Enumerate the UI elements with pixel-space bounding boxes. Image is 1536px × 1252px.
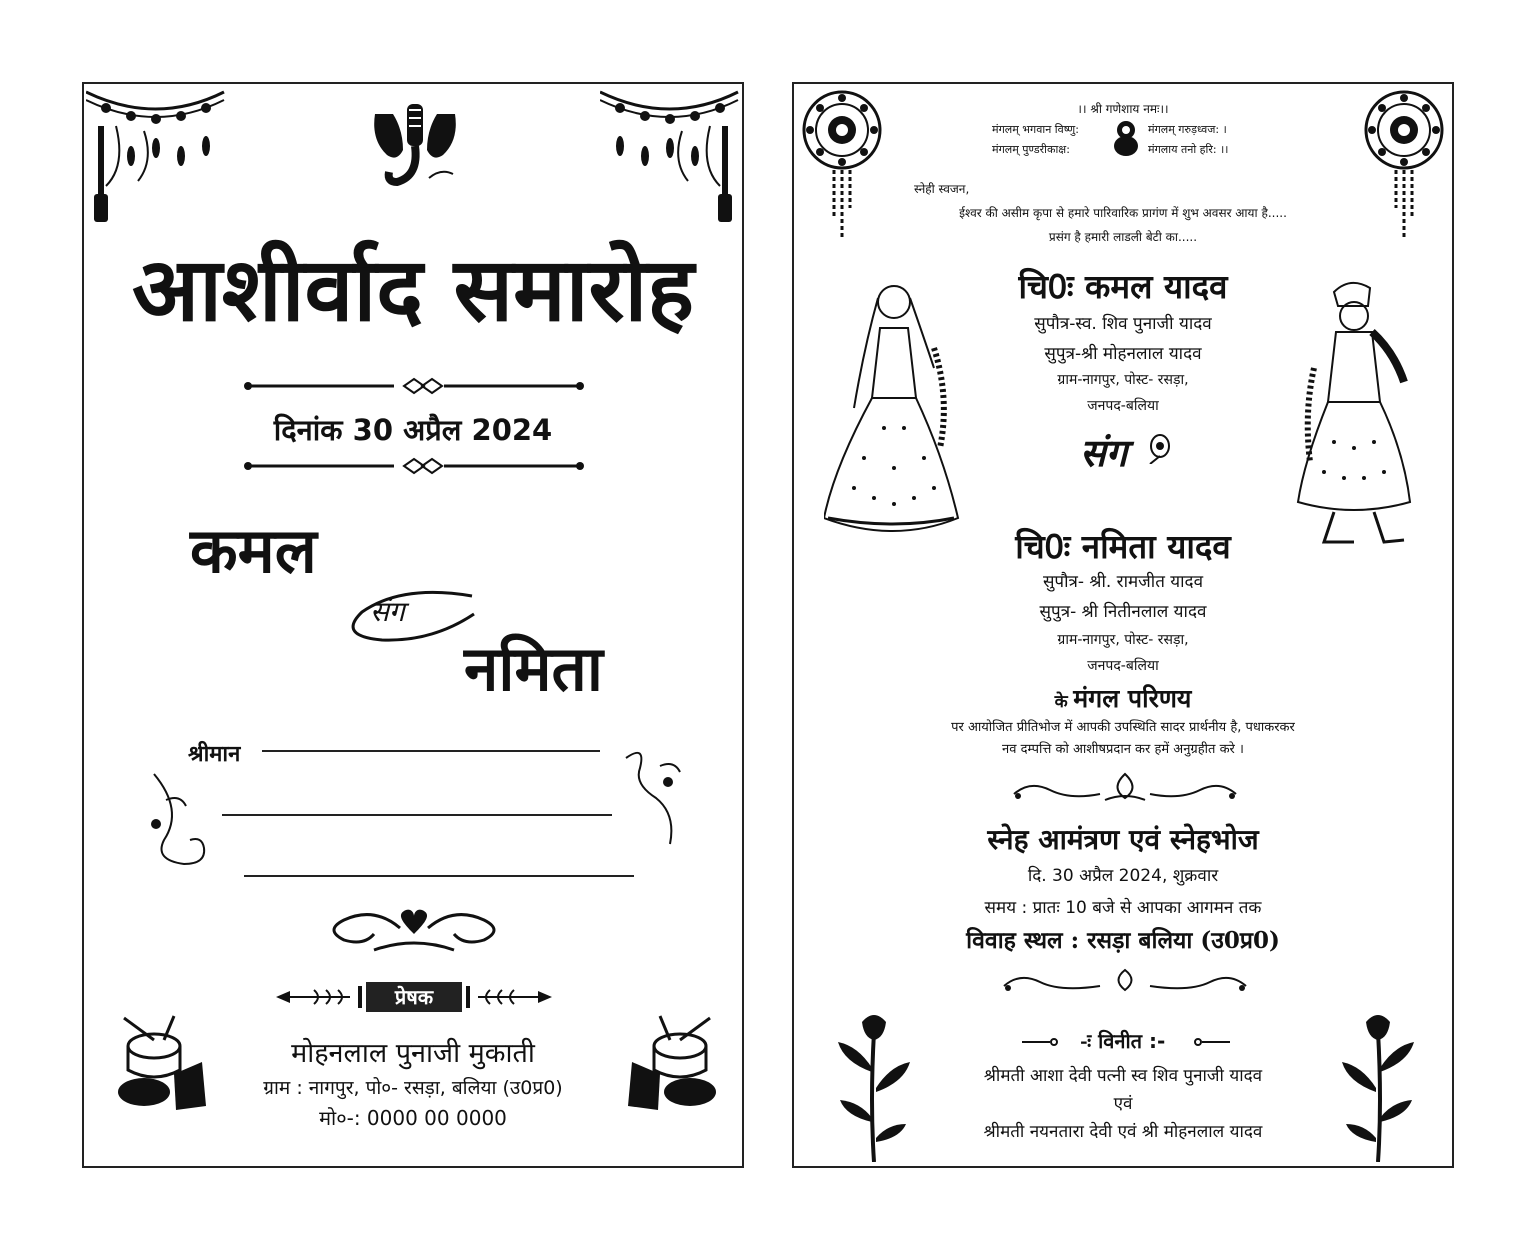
groom-line-4: जनपद-बलिया [1087, 398, 1159, 414]
shriman-label: श्रीमान [188, 742, 241, 767]
scroll-flourish-lower-ornament [1000, 962, 1250, 1002]
invite-line-2: नव दम्पत्ति को आशीषप्रदान कर हमें अनुग्रहीत करे । [1002, 742, 1244, 757]
invite-line-1: पर आयोजित प्रीतिभोज में आपकी उपस्थिति सादर प्रार्थनीय है, पधाकरकर [951, 720, 1295, 735]
sang-text: संग [370, 595, 405, 628]
groom-line-1: सुपौत्र-स्व. शिव पुनाजी यादव [1034, 314, 1212, 334]
ganesha-small-icon [1108, 118, 1144, 158]
addressee-line-1 [262, 750, 600, 752]
sender-phone: मो०-: 0000 00 0000 [319, 1106, 507, 1130]
groom-name: चि0ः कमल यादव [1018, 267, 1228, 306]
family-and: एवं [1113, 1094, 1133, 1114]
bride-short-name: नमिता [464, 632, 603, 705]
groom-short-name: कमल [190, 514, 317, 587]
bride-name: चि0ः नमिता यादव [1015, 527, 1231, 566]
mantra-line-3a: मंगलम् पुण्डरीकाक्ष: [992, 143, 1070, 156]
sender-address: ग्राम : नागपुर, पो०- रसड़ा, बलिया (उ0प्र0) [263, 1077, 563, 1099]
greeting: स्नेही स्वजन, [914, 182, 970, 196]
groom-line-2: सुपुत्र-श्री मोहनलाल यादव [1044, 344, 1202, 364]
mantra-line-2b: मंगलम् गरुड़ध्वज: । [1148, 123, 1227, 136]
addressee-line-3 [244, 875, 634, 877]
event-time: समय : प्रातः 10 बजे से आपका आगमन तक [984, 898, 1262, 918]
groom-line-3: ग्राम-नागपुर, पोस्ट- रसड़ा, [1057, 372, 1189, 388]
vinit-heading: -ः विनीत :- [1080, 1029, 1166, 1053]
mangal-parinay: मंगल परिणय [1073, 684, 1192, 713]
sender-label: प्रेषक [366, 982, 462, 1012]
family-line-1: श्रीमती आशा देवी पत्नी स्व शिव पुनाजी यादव [983, 1066, 1263, 1086]
bride-line-2: सुपुत्र- श्री नितीनलाल यादव [1039, 602, 1207, 622]
scroll-flourish-ornament [1010, 770, 1240, 810]
ceremony-title: आशीर्वाद समारोह [131, 237, 695, 341]
mantra-line-1: ।। श्री गणेशाय नमः।। [1077, 102, 1169, 116]
hanging-toran-left-ornament [86, 86, 226, 226]
intro-line-2: प्रसंग है हमारी लाडली बेटी का..... [1048, 230, 1198, 244]
peacock-feather-icon [1146, 434, 1176, 464]
mangal-parinay-heading [794, 682, 1452, 719]
invitation-card-inside [792, 82, 1454, 1168]
mantra-line-3b: मंगलाय तनो हरि: ।। [1148, 143, 1229, 156]
sang-swoosh-ornament [342, 584, 482, 654]
bride-line-4: जनपद-बलिया [1087, 658, 1159, 674]
family-line-2: श्रीमती नयनतारा देवी एवं श्री मोहनलाल यादव [983, 1122, 1263, 1142]
bride-line-1: सुपौत्र- श्री. रामजीत यादव [1042, 572, 1204, 592]
invitation-card-front [82, 82, 744, 1168]
swirl-right-ornament [616, 748, 686, 848]
heart-flourish-ornament [314, 900, 514, 960]
divider-top-ornament [244, 376, 584, 396]
event-title: स्नेह आमंत्रण एवं स्नेहभोज [987, 823, 1259, 856]
ganesha-icon [367, 100, 463, 190]
intro-line-1: ईश्वर की असीम कृपा से हमारे पारिवारिक प्रागंण में शुभ अवसर आया है..... [959, 206, 1287, 220]
hanging-toran-right-ornament [600, 86, 740, 226]
event-date: दिनांक 30 अप्रैल 2024 [273, 413, 553, 447]
addressee-line-2 [222, 814, 612, 816]
sang-calligraphy: संग [1080, 430, 1128, 475]
swirl-left-ornament [144, 770, 214, 870]
mantra-line-2a: मंगलम् भगवान विष्णु: [992, 123, 1079, 136]
bride-line-3: ग्राम-नागपुर, पोस्ट- रसड़ा, [1057, 632, 1189, 648]
mangal-ke: के [1054, 692, 1068, 712]
event-date: दि. 30 अप्रैल 2024, शुक्रवार [1027, 866, 1219, 886]
venue: विवाह स्थल : रसड़ा बलिया (उ0प्र0) [966, 927, 1280, 954]
divider-bottom-ornament [244, 456, 584, 476]
sender-name: मोहनलाल पुनाजी मुकाती [291, 1038, 535, 1069]
